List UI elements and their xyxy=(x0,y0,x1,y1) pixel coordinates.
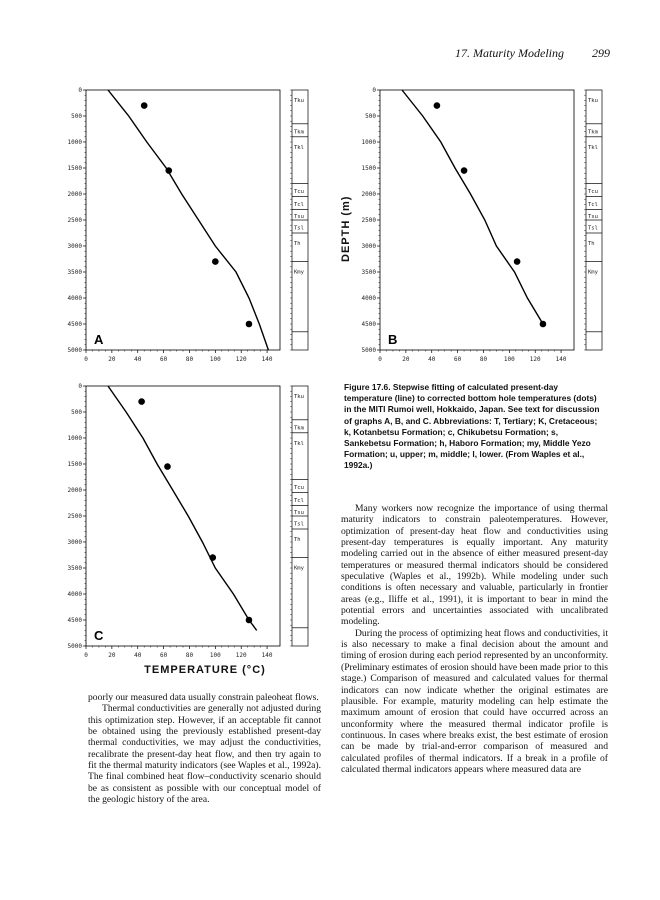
y-tick-label: 4500 xyxy=(361,321,376,328)
panel-svg xyxy=(52,84,322,369)
y-tick-label: 2000 xyxy=(67,487,82,494)
y-tick-label: 4000 xyxy=(67,295,82,302)
plot-frame xyxy=(86,90,280,350)
formation-label: Th xyxy=(294,241,301,247)
calculated-temperature-line xyxy=(108,90,268,350)
formation-label: Tkm xyxy=(294,129,304,136)
right-paragraph: During the process of optimizing heat flows and conductivities, it is also necessary to make a final decision about the amount and timing of erosion during each period represented by an unconformity. (Preliminary estimates of erosion should have been made prior to this stage.) Comparison of measured and calculated values for thermal indicators can now indicate whether the original estimates are plausible. For example, maturity modeling can help estimate the maximum amount of erosion that could have occurred across an unconformity where the measured thermal indicator profile is continuous. In cases where breaks exist, the best estimate of erosion can be made by trial-and-error comparison of measured and calculated profiles of thermal indicators. If a break in a profile of calculated thermal indicators appears where measured data are xyxy=(341,627,608,775)
x-tick-label: 100 xyxy=(209,356,221,363)
formation-label: Tkl xyxy=(294,144,304,151)
x-tick-label: 100 xyxy=(503,356,515,363)
y-tick-label: 4500 xyxy=(67,321,82,328)
panel-letter: A xyxy=(94,332,104,347)
x-tick-label: 40 xyxy=(134,356,142,363)
bottom-hole-temperature-dot xyxy=(164,463,171,470)
y-tick-label: 5000 xyxy=(67,347,82,354)
x-tick-label: 20 xyxy=(108,652,116,659)
running-header xyxy=(0,46,660,64)
y-tick-label: 3000 xyxy=(67,539,82,546)
plot-frame xyxy=(380,90,574,350)
chapter-title: 17. Maturity Modeling xyxy=(455,46,564,60)
panel-svg xyxy=(52,380,322,665)
formation-label: Tcu xyxy=(294,485,304,492)
x-tick-label: 20 xyxy=(402,356,410,363)
x-tick-label: 140 xyxy=(555,356,567,363)
x-tick-label: 40 xyxy=(428,356,436,363)
y-tick-label: 2500 xyxy=(67,217,82,224)
formation-label: Tsl xyxy=(294,225,304,232)
y-tick-label: 2000 xyxy=(67,191,82,198)
x-tick-label: 40 xyxy=(134,652,142,659)
figure-caption: Figure 17.6. Stepwise fitting of calculated present-day temperature (line) to corrected bottom hole temperatures (dots) in the MITI Rumoi well, Hokkaido, Japan. See text for discussion of graphs A, B, and C. Abbreviations: T, Tertiary; K, Cretaceous; k, Kotanbetsu Formation; c, Chikubetsu Formation; s, Sankebetsu Formation; h, Haboro Formation; my, Middle Yezo Formation; u, upper; m, middle; l, lower. (From Waples et al., 1992a.) xyxy=(344,382,600,471)
left-paragraph: poorly our measured data usually constrain paleoheat flows. xyxy=(88,692,319,703)
formation-label: Tku xyxy=(294,98,304,104)
y-tick-label: 1000 xyxy=(67,435,82,442)
panel-letter: B xyxy=(388,332,398,347)
calculated-temperature-line xyxy=(108,386,257,630)
formation-label: Tku xyxy=(588,98,598,104)
plot-frame xyxy=(86,386,280,646)
x-tick-label: 120 xyxy=(529,356,541,363)
y-tick-label: 3000 xyxy=(67,243,82,250)
bottom-hole-temperature-dot xyxy=(514,258,521,265)
formation-label: Tsl xyxy=(294,521,304,528)
formation-label: Th xyxy=(588,241,595,247)
y-tick-label: 2500 xyxy=(361,217,376,224)
right-column xyxy=(341,503,608,775)
formation-label: Tkm xyxy=(588,129,598,136)
y-tick-label: 4500 xyxy=(67,617,82,624)
bottom-hole-temperature-dot xyxy=(165,167,172,174)
bottom-hole-temperature-dot xyxy=(434,102,441,109)
formation-label: Tsu xyxy=(294,213,304,220)
formation-label: Tkm xyxy=(294,425,304,432)
formation-label: Th xyxy=(294,537,301,543)
formation-label: Tkl xyxy=(588,144,598,151)
bottom-hole-temperature-dot xyxy=(141,102,148,109)
y-tick-label: 0 xyxy=(78,87,82,94)
y-tick-label: 1500 xyxy=(67,461,82,468)
formation-label: Kmy xyxy=(294,565,304,572)
formation-label: Kmy xyxy=(294,269,304,276)
formation-label: Tcu xyxy=(294,189,304,196)
calculated-temperature-line xyxy=(402,90,543,324)
x-tick-label: 120 xyxy=(235,652,247,659)
formation-label: Tcu xyxy=(588,189,598,196)
bottom-hole-temperature-dot xyxy=(138,398,145,405)
bottom-hole-temperature-dot xyxy=(212,258,219,265)
right-paragraph: Many workers now recognize the importance of using thermal maturity indicators to constrain paleotemperatures. However, optimization of present-day heat flow and conductivities using present-day temperatures is equally important. Any maturity modeling carried out in the absence of either measured present-day temperatures or measured thermal indicators should be considered speculative (Waples et al., 1992b). While modeling under such conditions is often necessary and valuable, particularly in frontier areas (e.g., Iliffe et al., 1991), it is important to bear in mind the potential errors and uncertainties associated with uncalibrated modeling. xyxy=(341,503,608,628)
y-tick-label: 0 xyxy=(372,87,376,94)
formation-label: Tcl xyxy=(294,202,304,209)
graph-panel-c xyxy=(52,380,322,665)
x-tick-label: 80 xyxy=(185,652,194,659)
formation-label: Kmy xyxy=(588,269,598,276)
panel-svg xyxy=(346,84,616,369)
y-tick-label: 500 xyxy=(71,409,82,416)
graph-panel-a xyxy=(52,84,322,369)
formation-label: Tcl xyxy=(588,202,598,209)
x-tick-label: 60 xyxy=(453,356,462,363)
y-tick-label: 4000 xyxy=(361,295,376,302)
bottom-hole-temperature-dot xyxy=(246,617,253,624)
x-tick-label: 0 xyxy=(84,652,88,659)
y-tick-label: 1000 xyxy=(67,139,82,146)
x-tick-label: 80 xyxy=(479,356,488,363)
bottom-hole-temperature-dot xyxy=(540,321,547,328)
x-tick-label: 60 xyxy=(159,652,168,659)
bottom-hole-temperature-dot xyxy=(246,321,253,328)
y-tick-label: 5000 xyxy=(67,643,82,650)
formation-label: Tkl xyxy=(294,440,304,447)
left-paragraph: Thermal conductivities are generally not adjusted during this optimization step. However, if an acceptable fit cannot be obtained using the previously established present-day thermal conductivities, we may adjust the conductivities, recalibrate the present-day heat flow, and then try again to fit the thermal maturity indicators (see Waples et al., 1992a). The final combined heat flow–conductivity scenario should be as consistent as possible with our conceptual model of the geologic history of the area. xyxy=(88,703,321,806)
left-column xyxy=(88,692,321,805)
x-tick-label: 140 xyxy=(261,356,273,363)
formation-label: Tsl xyxy=(588,225,598,232)
page-number: 299 xyxy=(592,46,610,60)
y-tick-label: 3500 xyxy=(67,269,82,276)
y-tick-label: 500 xyxy=(365,113,376,120)
y-tick-label: 3000 xyxy=(361,243,376,250)
y-tick-label: 4000 xyxy=(67,591,82,598)
y-tick-label: 500 xyxy=(71,113,82,120)
x-tick-label: 60 xyxy=(159,356,168,363)
x-tick-label: 0 xyxy=(84,356,88,363)
x-tick-label: 80 xyxy=(185,356,194,363)
graph-panel-b xyxy=(346,84,616,369)
y-tick-label: 1500 xyxy=(361,165,376,172)
panel-letter: C xyxy=(94,628,104,643)
y-tick-label: 3500 xyxy=(361,269,376,276)
y-axis-label: DEPTH (m) xyxy=(340,195,352,262)
formation-label: Tsu xyxy=(588,213,598,220)
y-tick-label: 3500 xyxy=(67,565,82,572)
y-tick-label: 0 xyxy=(78,383,82,390)
x-tick-label: 140 xyxy=(261,652,273,659)
y-tick-label: 2000 xyxy=(361,191,376,198)
y-tick-label: 1500 xyxy=(67,165,82,172)
y-tick-label: 2500 xyxy=(67,513,82,520)
x-tick-label: 100 xyxy=(209,652,221,659)
formation-label: Tku xyxy=(294,394,304,400)
bottom-hole-temperature-dot xyxy=(461,167,468,174)
x-tick-label: 0 xyxy=(378,356,382,363)
y-tick-label: 1000 xyxy=(361,139,376,146)
x-tick-label: 20 xyxy=(108,356,116,363)
x-axis-label: TEMPERATURE (°C) xyxy=(144,664,266,676)
formation-label: Tcl xyxy=(294,498,304,505)
y-tick-label: 5000 xyxy=(361,347,376,354)
x-tick-label: 120 xyxy=(235,356,247,363)
bottom-hole-temperature-dot xyxy=(209,554,216,561)
formation-label: Tsu xyxy=(294,509,304,516)
